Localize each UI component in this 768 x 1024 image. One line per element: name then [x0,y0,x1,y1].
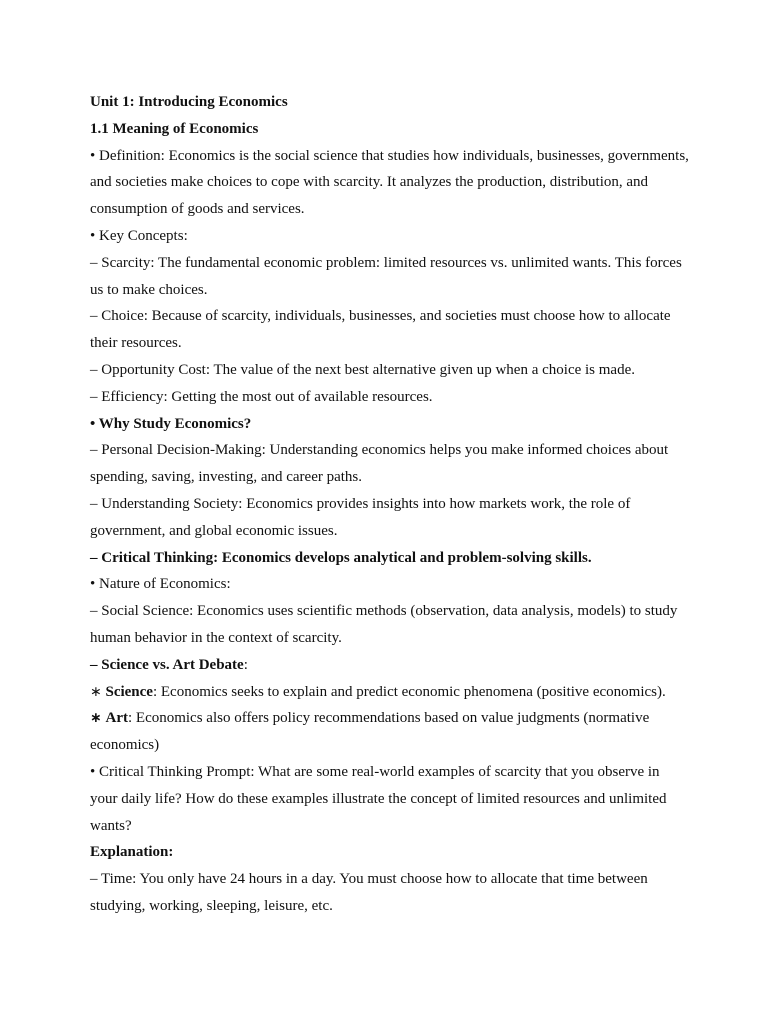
personal-decision-item: – Personal Decision-Making: Understanding economics helps you make informed choices about spending, saving, investing, and career paths. [90,442,669,486]
science-text: : Economics seeks to explain and predict economic phenomena (positive economics). [152,683,666,700]
critical-thinking-item: – Critical Thinking: Economics develops analytical and problem-solving skills. [90,549,592,566]
critical-thinking-prompt: • Critical Thinking Prompt: What are some real-world examples of scarcity that you observe in your daily life? How do these examples illustrate the concept of limited resources and unlimited wants? [90,763,667,834]
efficiency-item: – Efficiency: Getting the most out of available resources. [90,388,433,405]
art-label: Art [105,710,128,727]
definition-paragraph: • Definition: Economics is the social science that studies how individuals, businesses, governments, and societies make choices to cope with scarcity. It analyzes the production, distribution, and consumption of goods and services. [90,147,689,218]
debate-heading-line [90,652,690,679]
social-science-item: – Social Science: Economics uses scientific methods (observation, data analysis, models) to study human behavior in the context of scarcity. [90,603,678,646]
art-text: : Economics also offers policy recommendations based on value judgments (normative economics) [90,710,650,754]
nature-heading: • Nature of Economics: [90,576,231,593]
opportunity-cost-item: – Opportunity Cost: The value of the next best alternative given up when a choice is made. [90,361,635,378]
art-item [90,705,690,759]
understanding-society-item: – Understanding Society: Economics provides insights into how markets work, the role of government, and global economic issues. [90,495,631,539]
science-label: Science [105,683,153,700]
unit-title: Unit 1: Introducing Economics [90,94,288,110]
section-title: 1.1 Meaning of Economics [90,120,259,137]
debate-colon: : [243,656,248,673]
choice-item: – Choice: Because of scarcity, individuals, businesses, and societies must choose how to allocate their resources. [90,308,671,352]
scarcity-item: – Scarcity: The fundamental economic problem: limited resources vs. unlimited wants. This forces us to make choices. [90,254,682,298]
debate-heading: – Science vs. Art Debate [90,656,244,673]
explanation-heading: Explanation: [90,844,174,861]
asterisk-bullet-icon: ∗ [90,683,102,700]
science-item [90,679,690,706]
time-example-item: – Time: You only have 24 hours in a day. You must choose how to allocate that time between studying, working, sleeping, leisure, etc. [90,871,648,914]
why-study-heading: • Why Study Economics? [90,415,252,432]
document-body [90,89,690,920]
asterisk-bullet-icon: ∗ [90,710,102,727]
key-concepts-heading: • Key Concepts: [90,227,188,244]
